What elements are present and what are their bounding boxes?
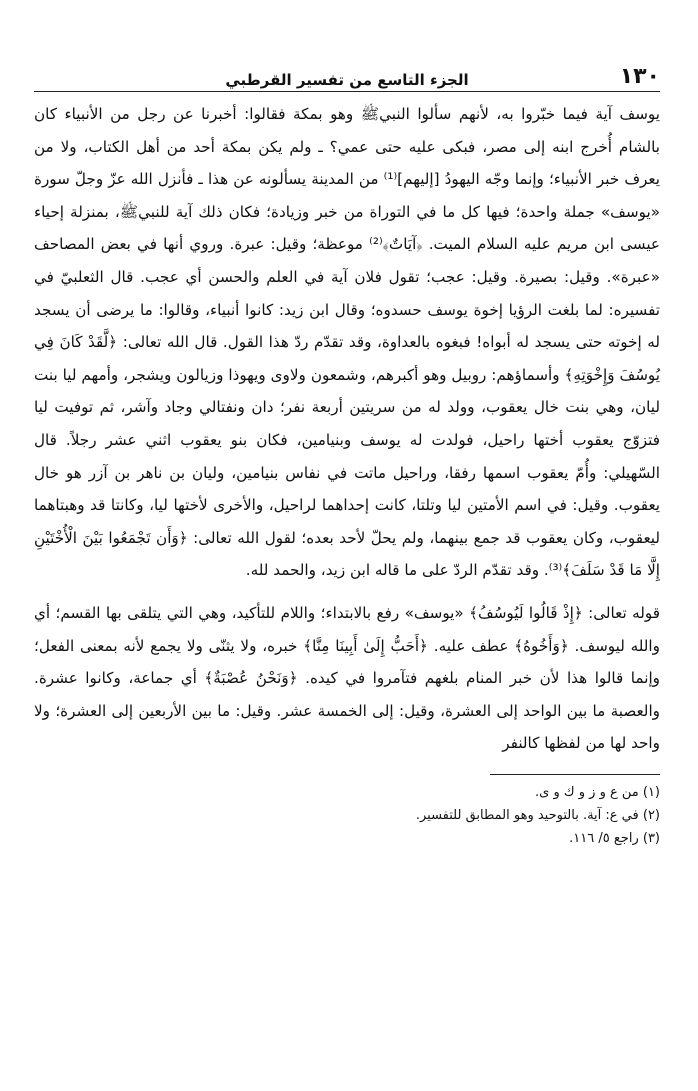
footnote-2: (٢) في ع: آية. بالتوحيد وهو المطابق للتفسير. (415, 807, 660, 823)
body-text (34, 98, 660, 760)
paragraph-1: يوسف آية فيما خبّروا به، لأنهم سألوا النبيﷺ وهو بمكة فقالوا: أخبرنا عن رجل من الأنبياء كان بالشام أُخرج ابنه إلى مصر، فبكى عليه حتى عمي؟ ـ ولم يكن بمكة أحد من أهل الكتاب، ولا من يعرف خبر الأنبياء؛ وإنما وجّه اليهودُ [إليهم]⁽¹⁾ من المدينة يسألونه عن هذا ـ فأنزل الله عزّ وجلّ سورة «يوسف» جملة واحدة؛ فيها كل ما في التوراة من خبر وزيادة؛ فكان ذلك آية للنبيﷺ، بمنزلة إحياء عيسى ابن مريم عليه السلام الميت. ﴿آيَاتٌ﴾⁽²⁾ موعظة؛ وقيل: عبرة. وروي أنها في بعض المصاحف «عبرة». وقيل: بصيرة. وقيل: عجب؛ تقول فلان آية في العلم والحسن أي عجب. قال الثعلبيّ في تفسيره: لما بلغت الرؤيا إخوة يوسف حسدوه؛ وقال ابن زيد: كانوا أنبياء، وقالوا: ما يرضى أن يسجد له إخوته حتى يسجد له أبواه! فبغوه بالعداوة، وقد تقدّم ردّ هذا القول. قال الله تعالى: ﴿لَّقَدْ كَانَ فِي يُوسُفَ وَإِخْوَتِهِ﴾ وأسماؤهم: روبيل وهو أكبرهم، وشمعون ولاوى ويهوذا وزيالون ويشجر، وأمهم ليا بنت ليان، وهي بنت خال يعقوب، وولد له من سريتين أربعة نفر؛ دان ونفتالي وجاد وآشر، ثم توفيت ليا فتزوّج يعقوب أختها راحيل، فولدت له يوسف وبنيامين، فكان بنو يعقوب اثني عشر رجلاً. قال السّهيلي: وأُمّ يعقوب اسمها رفقا، وراحيل ماتت في نفاس بنيامين، وليان بن ناهر بن آزر هو خال يعقوب. وقيل: في اسم الأمتين ليا وتلتا، كانت إحداهما لراحيل، والأخرى لأختها ليا، وكانتا قد وهبتاهما ليعقوب، وكان يعقوب قد جمع بينهما، ولم يحلّ لأحد بعده؛ لقول الله تعالى: ﴿وَأَن تَجْمَعُوا بَيْنَ الْأُخْتَيْنِ إِلَّا مَا قَدْ سَلَفَ﴾⁽³⁾. وقد تقدّم الردّ على ما قاله ابن زيد، والحمد لله. (34, 105, 660, 580)
footnotes (34, 774, 660, 850)
footnote-1: (١) من ع و ز و ك و ى. (535, 784, 660, 800)
footnote-divider (490, 774, 660, 775)
running-title: الجزء التاسع من تفسير القرطبي (225, 71, 469, 89)
footnote-3: (٣) راجع ٥/ ١١٦. (569, 830, 660, 846)
paragraph-2: قوله تعالى: ﴿إِذْ قَالُوا لَيُوسُفُ﴾ «يوسف» رفع بالابتداء؛ واللام للتأكيد، وهي التي يتلقى بها القسم؛ أي والله ليوسف. ﴿وَأَخُوهُ﴾ عطف عليه. ﴿أَحَبُّ إِلَىٰ أَبِينَا مِنَّا﴾ خبره، ولا يثنّى ولا يجمع لأنه بمعنى الفعل؛ وإنما قالوا هذا لأن خبر المنام بلغهم فتآمروا في كيده. ﴿وَنَحْنُ عُصْبَةٌ﴾ أي جماعة، وكانوا عشرة. والعصبة ما بين الواحد إلى العشرة، وقيل: إلى الخمسة عشر. وقيل: ما بين الأربعين إلى العشرة؛ ولا واحد لها من لفظها كالنفر (34, 603, 660, 753)
book-page (34, 55, 660, 1065)
page-number: ١٣٠ (619, 64, 660, 89)
running-header (34, 55, 660, 92)
